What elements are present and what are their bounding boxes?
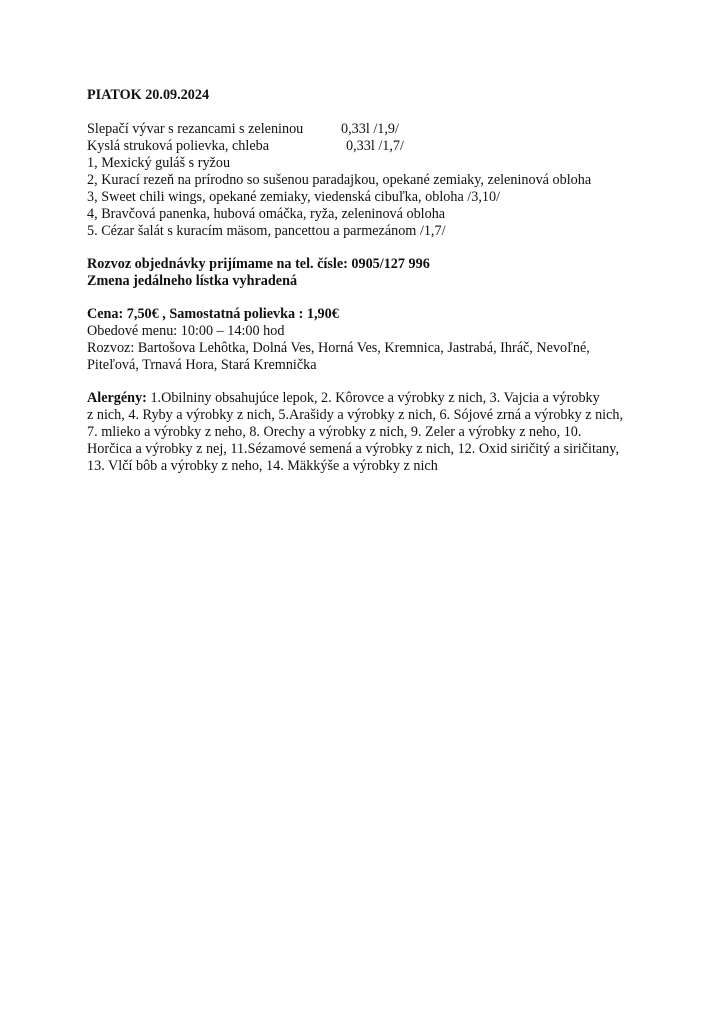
allergens-label: Alergény: <box>87 390 147 406</box>
allergens-line: 13. Vlčí bôb a výrobky z neho, 14. Mäkkýše a výrobky z nich <box>87 458 438 474</box>
soup-price: 0,33l /1,9/ <box>341 121 399 137</box>
menu-change-notice: Zmena jedálneho lístka vyhradená <box>87 273 298 289</box>
delivery-area-line: Piteľová, Trnavá Hora, Stará Kremnička <box>87 357 317 373</box>
day-header: PIATOK 20.09.2024 <box>87 87 210 103</box>
pricing-block <box>87 306 667 374</box>
order-info-block <box>87 256 667 290</box>
day-header-block <box>87 87 667 104</box>
allergens-line: z nich, 4. Ryby a výrobky z nich, 5.Arašidy a výrobky z nich, 6. Sójové zrná a výrobky z nich, <box>87 407 624 423</box>
soup-price: 0,33l /1,7/ <box>346 138 404 154</box>
allergens-line: 7. mlieko a výrobky z neho, 8. Orechy a výrobky z nich, 9. Zeler a výrobky z neho, 10. <box>87 424 582 440</box>
order-phone-line: Rozvoz objednávky prijímame na tel. čísle: 0905/127 996 <box>87 256 430 272</box>
main-dish-list <box>87 155 667 240</box>
main-dish-item: 3, Sweet chili wings, opekané zemiaky, viedenská cibuľka, obloha /3,10/ <box>87 189 501 205</box>
main-dish-item: 1, Mexický guláš s ryžou <box>87 155 231 171</box>
allergens-line <box>87 390 667 407</box>
main-dish-item: 2, Kurací rezeň na prírodno so sušenou paradajkou, opekané zemiaky, zeleninová obloha <box>87 172 592 188</box>
soup-name: Kyslá struková polievka, chleba <box>87 138 270 154</box>
allergens-text: 1.Obilniny obsahujúce lepok, 2. Kôrovce a výrobky z nich, 3. Vajcia a výrobky <box>146 390 600 406</box>
soup-item <box>87 121 667 138</box>
delivery-area-line: Rozvoz: Bartošova Lehôtka, Dolná Ves, Horná Ves, Kremnica, Jastrabá, Ihráč, Nevoľné, <box>87 340 590 356</box>
main-dish-item: 4, Bravčová panenka, hubová omáčka, ryža, zeleninová obloha <box>87 206 446 222</box>
allergens-block <box>87 390 667 475</box>
main-dish-item: 5. Cézar šalát s kuracím mäsom, pancettou a parmezánom /1,7/ <box>87 223 446 239</box>
soup-name: Slepačí vývar s rezancami s zeleninou <box>87 121 304 137</box>
soup-item <box>87 138 667 155</box>
price-line: Cena: 7,50€ , Samostatná polievka : 1,90€ <box>87 306 339 322</box>
soup-list <box>87 121 667 155</box>
allergens-line: Horčica a výrobky z nej, 11.Sézamové semená a výrobky z nich, 12. Oxid siričitý a siričitany, <box>87 441 619 457</box>
lunch-hours-line: Obedové menu: 10:00 – 14:00 hod <box>87 323 285 339</box>
